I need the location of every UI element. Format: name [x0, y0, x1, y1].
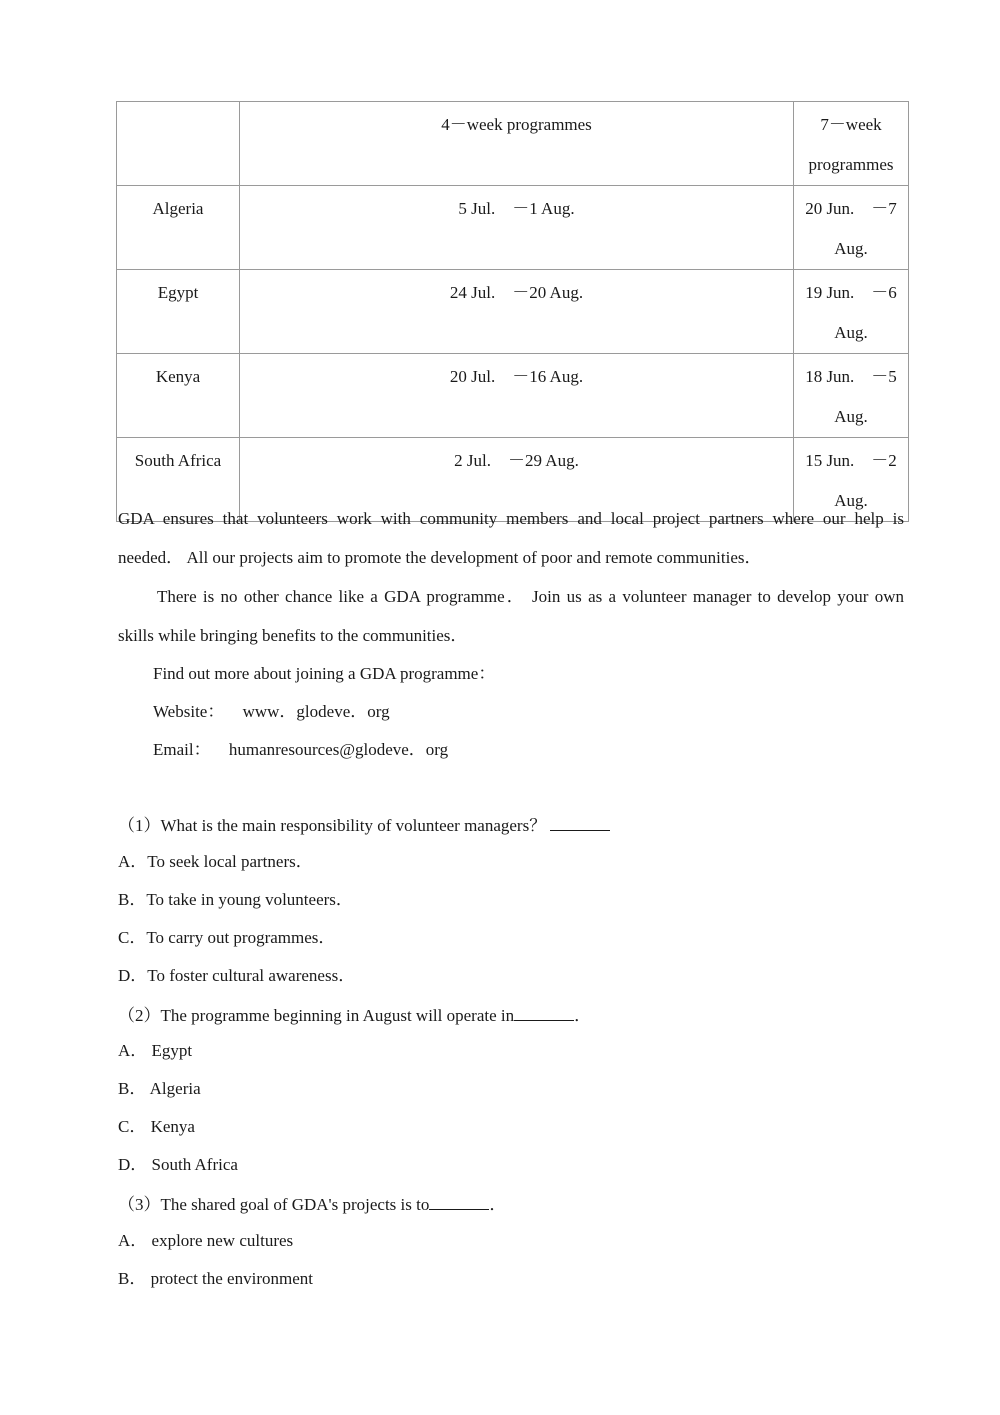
website-link[interactable]: www．glodeve．org	[242, 702, 390, 721]
option-d[interactable]: D． South Africa	[118, 1155, 238, 1174]
country-cell: Algeria	[117, 186, 240, 270]
option-c[interactable]: C． Kenya	[118, 1117, 195, 1136]
email-link[interactable]: humanresources@glodeve．org	[228, 740, 449, 759]
question-text: （2）The programme beginning in August will operate in	[118, 1006, 515, 1025]
find-out-more: Find out more about joining a GDA programme：	[153, 664, 496, 683]
country-cell: Kenya	[117, 354, 240, 438]
email-label: Email：	[153, 740, 211, 759]
option-a[interactable]: A． explore new cultures	[118, 1231, 294, 1250]
table-header-four-week: 4－week programmes	[240, 102, 794, 186]
option-a[interactable]: A． Egypt	[118, 1041, 193, 1060]
seven-week-cell: 18 Jun. －5 Aug.	[794, 354, 909, 438]
option-b[interactable]: B．To take in young volunteers．	[118, 890, 353, 909]
question-stem	[118, 1004, 591, 1026]
table-header-row	[117, 102, 909, 186]
passage-line: GDA ensures that volunteers work with community members and local project partners where our help is	[118, 509, 904, 528]
country-cell: Egypt	[117, 270, 240, 354]
table-cell	[117, 102, 240, 186]
question-text: （1）What is the main responsibility of volunteer managers？	[118, 816, 547, 835]
seven-week-cell: 15 Jun. －2 Aug.	[794, 438, 909, 522]
question-stem	[118, 814, 610, 836]
four-week-cell: 24 Jul. －20 Aug.	[240, 270, 794, 354]
answer-blank	[550, 814, 610, 831]
website-line	[153, 702, 390, 722]
four-week-cell: 20 Jul. －16 Aug.	[240, 354, 794, 438]
passage-line: There is no other chance like a GDA programme． Join us as a volunteer manager to develop your own	[157, 587, 904, 606]
question-text-after: ．	[489, 1195, 507, 1214]
country-cell: South Africa	[117, 438, 240, 522]
option-d[interactable]: D．To foster cultural awareness．	[118, 966, 356, 985]
table-row	[117, 354, 909, 438]
four-week-cell: 5 Jul. －1 Aug.	[240, 186, 794, 270]
table-header-seven-week: 7－week programmes	[794, 102, 909, 186]
question-stem	[118, 1193, 506, 1215]
option-b[interactable]: B． Algeria	[118, 1079, 201, 1098]
passage-line: needed． All our projects aim to promote the development of poor and remote communities．	[118, 548, 762, 567]
question-text: （3）The shared goal of GDA's projects is to	[118, 1195, 430, 1214]
option-b[interactable]: B． protect the environment	[118, 1269, 313, 1288]
website-label: Website：	[153, 702, 225, 721]
question-text-after: ．	[574, 1006, 592, 1025]
answer-blank	[429, 1193, 489, 1210]
option-a[interactable]: A．To seek local partners．	[118, 852, 313, 871]
seven-week-cell: 20 Jun. －7 Aug.	[794, 186, 909, 270]
email-line	[153, 740, 448, 760]
schedule-table	[116, 101, 909, 522]
table-row	[117, 186, 909, 270]
four-week-cell: 2 Jul. －29 Aug.	[240, 438, 794, 522]
answer-blank	[514, 1004, 574, 1021]
table-row	[117, 270, 909, 354]
seven-week-cell: 19 Jun. －6 Aug.	[794, 270, 909, 354]
option-c[interactable]: C．To carry out programmes．	[118, 928, 336, 947]
passage-line: skills while bringing benefits to the communities．	[118, 626, 468, 645]
